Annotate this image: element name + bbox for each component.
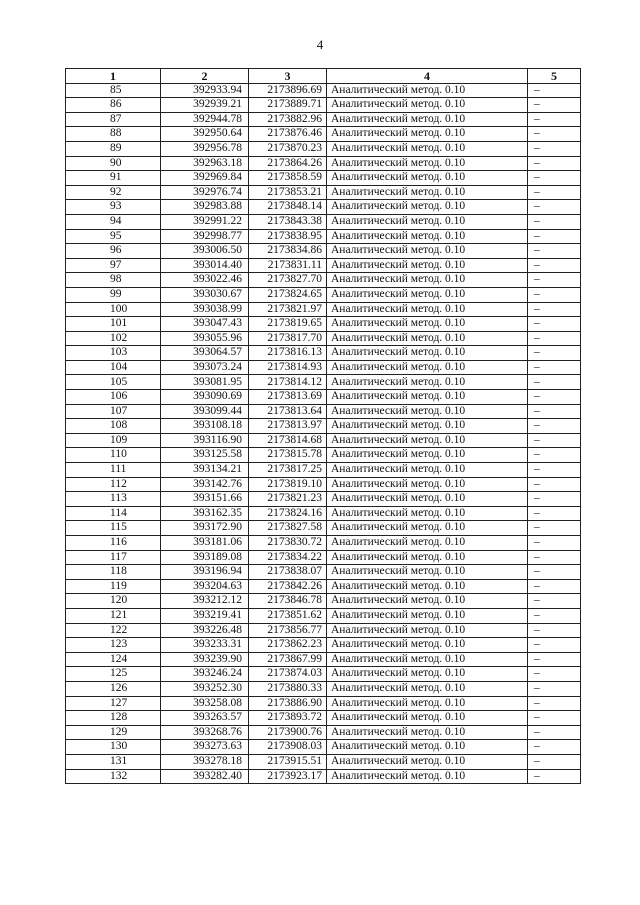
- y-coordinate-cell: 2173896.69: [249, 83, 327, 98]
- y-coordinate-cell: 2173813.97: [249, 419, 327, 434]
- table-row: [66, 404, 581, 419]
- method-cell: Аналитический метод. 0.10: [327, 156, 528, 171]
- point-number-cell: 99: [66, 287, 161, 302]
- table-row: [66, 433, 581, 448]
- table-row: [66, 448, 581, 463]
- method-cell: Аналитический метод. 0.10: [327, 463, 528, 478]
- x-coordinate-cell: 393064.57: [161, 346, 249, 361]
- value-cell: –: [528, 623, 581, 638]
- table-row: [66, 302, 581, 317]
- y-coordinate-cell: 2173867.99: [249, 652, 327, 667]
- x-coordinate-cell: 393233.31: [161, 638, 249, 653]
- point-number-cell: 87: [66, 112, 161, 127]
- x-coordinate-cell: 392983.88: [161, 200, 249, 215]
- method-cell: Аналитический метод. 0.10: [327, 725, 528, 740]
- method-cell: Аналитический метод. 0.10: [327, 302, 528, 317]
- method-cell: Аналитический метод. 0.10: [327, 638, 528, 653]
- method-cell: Аналитический метод. 0.10: [327, 98, 528, 113]
- value-cell: –: [528, 754, 581, 769]
- method-cell: Аналитический метод. 0.10: [327, 331, 528, 346]
- value-cell: –: [528, 287, 581, 302]
- x-coordinate-cell: 393212.12: [161, 594, 249, 609]
- value-cell: –: [528, 127, 581, 142]
- value-cell: –: [528, 200, 581, 215]
- point-number-cell: 122: [66, 623, 161, 638]
- table-row: [66, 112, 581, 127]
- column-header-5: 5: [528, 69, 581, 84]
- x-coordinate-cell: 393099.44: [161, 404, 249, 419]
- y-coordinate-cell: 2173814.93: [249, 360, 327, 375]
- method-cell: Аналитический метод. 0.10: [327, 565, 528, 580]
- point-number-cell: 92: [66, 185, 161, 200]
- table-row: [66, 185, 581, 200]
- table-row: [66, 463, 581, 478]
- point-number-cell: 98: [66, 273, 161, 288]
- point-number-cell: 115: [66, 521, 161, 536]
- point-number-cell: 93: [66, 200, 161, 215]
- y-coordinate-cell: 2173813.64: [249, 404, 327, 419]
- value-cell: –: [528, 141, 581, 156]
- y-coordinate-cell: 2173915.51: [249, 754, 327, 769]
- table-row: [66, 506, 581, 521]
- value-cell: –: [528, 171, 581, 186]
- y-coordinate-cell: 2173819.65: [249, 317, 327, 332]
- value-cell: –: [528, 667, 581, 682]
- point-number-cell: 129: [66, 725, 161, 740]
- point-number-cell: 119: [66, 579, 161, 594]
- y-coordinate-cell: 2173856.77: [249, 623, 327, 638]
- table-row: [66, 754, 581, 769]
- y-coordinate-cell: 2173838.95: [249, 229, 327, 244]
- y-coordinate-cell: 2173900.76: [249, 725, 327, 740]
- table-row: [66, 229, 581, 244]
- x-coordinate-cell: 393038.99: [161, 302, 249, 317]
- point-number-cell: 102: [66, 331, 161, 346]
- method-cell: Аналитический метод. 0.10: [327, 696, 528, 711]
- point-number-cell: 110: [66, 448, 161, 463]
- x-coordinate-cell: 393125.58: [161, 448, 249, 463]
- method-cell: Аналитический метод. 0.10: [327, 652, 528, 667]
- value-cell: –: [528, 565, 581, 580]
- table-row: [66, 214, 581, 229]
- value-cell: –: [528, 492, 581, 507]
- method-cell: Аналитический метод. 0.10: [327, 200, 528, 215]
- table-row: [66, 419, 581, 434]
- point-number-cell: 128: [66, 711, 161, 726]
- method-cell: Аналитический метод. 0.10: [327, 127, 528, 142]
- method-cell: Аналитический метод. 0.10: [327, 317, 528, 332]
- value-cell: –: [528, 302, 581, 317]
- x-coordinate-cell: 392963.18: [161, 156, 249, 171]
- table-row: [66, 273, 581, 288]
- method-cell: Аналитический метод. 0.10: [327, 550, 528, 565]
- method-cell: Аналитический метод. 0.10: [327, 433, 528, 448]
- table-row: [66, 83, 581, 98]
- point-number-cell: 123: [66, 638, 161, 653]
- point-number-cell: 86: [66, 98, 161, 113]
- table-row: [66, 696, 581, 711]
- y-coordinate-cell: 2173876.46: [249, 127, 327, 142]
- value-cell: –: [528, 594, 581, 609]
- table-row: [66, 317, 581, 332]
- point-number-cell: 96: [66, 244, 161, 259]
- y-coordinate-cell: 2173816.13: [249, 346, 327, 361]
- point-number-cell: 107: [66, 404, 161, 419]
- x-coordinate-cell: 393189.08: [161, 550, 249, 565]
- x-coordinate-cell: 393055.96: [161, 331, 249, 346]
- point-number-cell: 100: [66, 302, 161, 317]
- x-coordinate-cell: 393108.18: [161, 419, 249, 434]
- x-coordinate-cell: 393196.94: [161, 565, 249, 580]
- x-coordinate-cell: 392956.78: [161, 141, 249, 156]
- table-row: [66, 652, 581, 667]
- point-number-cell: 101: [66, 317, 161, 332]
- x-coordinate-cell: 392939.21: [161, 98, 249, 113]
- value-cell: –: [528, 185, 581, 200]
- method-cell: Аналитический метод. 0.10: [327, 141, 528, 156]
- method-cell: Аналитический метод. 0.10: [327, 258, 528, 273]
- value-cell: –: [528, 331, 581, 346]
- y-coordinate-cell: 2173853.21: [249, 185, 327, 200]
- point-number-cell: 111: [66, 463, 161, 478]
- value-cell: –: [528, 360, 581, 375]
- x-coordinate-cell: 393014.40: [161, 258, 249, 273]
- y-coordinate-cell: 2173880.33: [249, 681, 327, 696]
- value-cell: –: [528, 579, 581, 594]
- method-cell: Аналитический метод. 0.10: [327, 185, 528, 200]
- y-coordinate-cell: 2173874.03: [249, 667, 327, 682]
- y-coordinate-cell: 2173886.90: [249, 696, 327, 711]
- method-cell: Аналитический метод. 0.10: [327, 214, 528, 229]
- value-cell: –: [528, 375, 581, 390]
- method-cell: Аналитический метод. 0.10: [327, 244, 528, 259]
- value-cell: –: [528, 98, 581, 113]
- y-coordinate-cell: 2173889.71: [249, 98, 327, 113]
- table-row: [66, 200, 581, 215]
- point-number-cell: 121: [66, 608, 161, 623]
- value-cell: –: [528, 769, 581, 784]
- table-row: [66, 769, 581, 784]
- y-coordinate-cell: 2173870.23: [249, 141, 327, 156]
- table-row: [66, 565, 581, 580]
- value-cell: –: [528, 608, 581, 623]
- method-cell: Аналитический метод. 0.10: [327, 448, 528, 463]
- x-coordinate-cell: 393204.63: [161, 579, 249, 594]
- x-coordinate-cell: 393278.18: [161, 754, 249, 769]
- y-coordinate-cell: 2173864.26: [249, 156, 327, 171]
- point-number-cell: 116: [66, 536, 161, 551]
- x-coordinate-cell: 393134.21: [161, 463, 249, 478]
- y-coordinate-cell: 2173824.16: [249, 506, 327, 521]
- y-coordinate-cell: 2173830.72: [249, 536, 327, 551]
- point-number-cell: 127: [66, 696, 161, 711]
- point-number-cell: 125: [66, 667, 161, 682]
- x-coordinate-cell: 393081.95: [161, 375, 249, 390]
- value-cell: –: [528, 244, 581, 259]
- value-cell: –: [528, 112, 581, 127]
- table-row: [66, 127, 581, 142]
- value-cell: –: [528, 317, 581, 332]
- x-coordinate-cell: 393258.08: [161, 696, 249, 711]
- value-cell: –: [528, 83, 581, 98]
- method-cell: Аналитический метод. 0.10: [327, 769, 528, 784]
- y-coordinate-cell: 2173821.23: [249, 492, 327, 507]
- y-coordinate-cell: 2173908.03: [249, 740, 327, 755]
- x-coordinate-cell: 393219.41: [161, 608, 249, 623]
- point-number-cell: 109: [66, 433, 161, 448]
- point-number-cell: 85: [66, 83, 161, 98]
- point-number-cell: 112: [66, 477, 161, 492]
- x-coordinate-cell: 393090.69: [161, 390, 249, 405]
- method-cell: Аналитический метод. 0.10: [327, 346, 528, 361]
- value-cell: –: [528, 506, 581, 521]
- value-cell: –: [528, 229, 581, 244]
- table-row: [66, 258, 581, 273]
- x-coordinate-cell: 393172.90: [161, 521, 249, 536]
- table-row: [66, 579, 581, 594]
- table-row: [66, 390, 581, 405]
- method-cell: Аналитический метод. 0.10: [327, 521, 528, 536]
- method-cell: Аналитический метод. 0.10: [327, 112, 528, 127]
- column-header-3: 3: [249, 69, 327, 84]
- method-cell: Аналитический метод. 0.10: [327, 404, 528, 419]
- method-cell: Аналитический метод. 0.10: [327, 171, 528, 186]
- value-cell: –: [528, 725, 581, 740]
- x-coordinate-cell: 393226.48: [161, 623, 249, 638]
- point-number-cell: 97: [66, 258, 161, 273]
- method-cell: Аналитический метод. 0.10: [327, 390, 528, 405]
- table-row: [66, 740, 581, 755]
- point-number-cell: 108: [66, 419, 161, 434]
- value-cell: –: [528, 638, 581, 653]
- table-row: [66, 477, 581, 492]
- point-number-cell: 89: [66, 141, 161, 156]
- method-cell: Аналитический метод. 0.10: [327, 681, 528, 696]
- table-row: [66, 360, 581, 375]
- point-number-cell: 103: [66, 346, 161, 361]
- method-cell: Аналитический метод. 0.10: [327, 360, 528, 375]
- x-coordinate-cell: 392976.74: [161, 185, 249, 200]
- y-coordinate-cell: 2173838.07: [249, 565, 327, 580]
- x-coordinate-cell: 393047.43: [161, 317, 249, 332]
- point-number-cell: 126: [66, 681, 161, 696]
- y-coordinate-cell: 2173843.38: [249, 214, 327, 229]
- value-cell: –: [528, 550, 581, 565]
- table-row: [66, 171, 581, 186]
- y-coordinate-cell: 2173834.86: [249, 244, 327, 259]
- point-number-cell: 114: [66, 506, 161, 521]
- y-coordinate-cell: 2173824.65: [249, 287, 327, 302]
- table-row: [66, 681, 581, 696]
- y-coordinate-cell: 2173842.26: [249, 579, 327, 594]
- column-header-2: 2: [161, 69, 249, 84]
- y-coordinate-cell: 2173923.17: [249, 769, 327, 784]
- table-row: [66, 141, 581, 156]
- table-header-row: [66, 69, 581, 84]
- table-row: [66, 725, 581, 740]
- method-cell: Аналитический метод. 0.10: [327, 477, 528, 492]
- coordinates-table: [65, 68, 581, 784]
- y-coordinate-cell: 2173821.97: [249, 302, 327, 317]
- y-coordinate-cell: 2173817.25: [249, 463, 327, 478]
- point-number-cell: 88: [66, 127, 161, 142]
- point-number-cell: 104: [66, 360, 161, 375]
- y-coordinate-cell: 2173814.68: [249, 433, 327, 448]
- x-coordinate-cell: 393263.57: [161, 711, 249, 726]
- value-cell: –: [528, 404, 581, 419]
- y-coordinate-cell: 2173893.72: [249, 711, 327, 726]
- table-row: [66, 287, 581, 302]
- value-cell: –: [528, 258, 581, 273]
- point-number-cell: 131: [66, 754, 161, 769]
- method-cell: Аналитический метод. 0.10: [327, 229, 528, 244]
- point-number-cell: 130: [66, 740, 161, 755]
- table-row: [66, 623, 581, 638]
- x-coordinate-cell: 393181.06: [161, 536, 249, 551]
- method-cell: Аналитический метод. 0.10: [327, 754, 528, 769]
- value-cell: –: [528, 681, 581, 696]
- value-cell: –: [528, 696, 581, 711]
- x-coordinate-cell: 393151.66: [161, 492, 249, 507]
- point-number-cell: 105: [66, 375, 161, 390]
- x-coordinate-cell: 392969.84: [161, 171, 249, 186]
- y-coordinate-cell: 2173831.11: [249, 258, 327, 273]
- x-coordinate-cell: 393142.76: [161, 477, 249, 492]
- y-coordinate-cell: 2173819.10: [249, 477, 327, 492]
- value-cell: –: [528, 214, 581, 229]
- x-coordinate-cell: 393073.24: [161, 360, 249, 375]
- table-row: [66, 244, 581, 259]
- table-row: [66, 492, 581, 507]
- x-coordinate-cell: 393268.76: [161, 725, 249, 740]
- y-coordinate-cell: 2173813.69: [249, 390, 327, 405]
- x-coordinate-cell: 393282.40: [161, 769, 249, 784]
- method-cell: Аналитический метод. 0.10: [327, 579, 528, 594]
- point-number-cell: 124: [66, 652, 161, 667]
- point-number-cell: 113: [66, 492, 161, 507]
- table-row: [66, 608, 581, 623]
- y-coordinate-cell: 2173814.12: [249, 375, 327, 390]
- method-cell: Аналитический метод. 0.10: [327, 711, 528, 726]
- method-cell: Аналитический метод. 0.10: [327, 419, 528, 434]
- x-coordinate-cell: 393252.30: [161, 681, 249, 696]
- y-coordinate-cell: 2173834.22: [249, 550, 327, 565]
- value-cell: –: [528, 652, 581, 667]
- x-coordinate-cell: 392944.78: [161, 112, 249, 127]
- method-cell: Аналитический метод. 0.10: [327, 492, 528, 507]
- x-coordinate-cell: 393116.90: [161, 433, 249, 448]
- method-cell: Аналитический метод. 0.10: [327, 740, 528, 755]
- y-coordinate-cell: 2173846.78: [249, 594, 327, 609]
- table-row: [66, 346, 581, 361]
- y-coordinate-cell: 2173817.70: [249, 331, 327, 346]
- y-coordinate-cell: 2173827.58: [249, 521, 327, 536]
- y-coordinate-cell: 2173858.59: [249, 171, 327, 186]
- point-number-cell: 90: [66, 156, 161, 171]
- value-cell: –: [528, 463, 581, 478]
- y-coordinate-cell: 2173882.96: [249, 112, 327, 127]
- x-coordinate-cell: 393239.90: [161, 652, 249, 667]
- method-cell: Аналитический метод. 0.10: [327, 375, 528, 390]
- value-cell: –: [528, 536, 581, 551]
- x-coordinate-cell: 392998.77: [161, 229, 249, 244]
- point-number-cell: 106: [66, 390, 161, 405]
- method-cell: Аналитический метод. 0.10: [327, 287, 528, 302]
- table-row: [66, 98, 581, 113]
- x-coordinate-cell: 393022.46: [161, 273, 249, 288]
- x-coordinate-cell: 393246.24: [161, 667, 249, 682]
- column-header-4: 4: [327, 69, 528, 84]
- method-cell: Аналитический метод. 0.10: [327, 623, 528, 638]
- table-row: [66, 156, 581, 171]
- table-row: [66, 638, 581, 653]
- method-cell: Аналитический метод. 0.10: [327, 594, 528, 609]
- table-body: [66, 83, 581, 784]
- value-cell: –: [528, 156, 581, 171]
- method-cell: Аналитический метод. 0.10: [327, 83, 528, 98]
- table-row: [66, 331, 581, 346]
- y-coordinate-cell: 2173862.23: [249, 638, 327, 653]
- y-coordinate-cell: 2173848.14: [249, 200, 327, 215]
- y-coordinate-cell: 2173827.70: [249, 273, 327, 288]
- table-row: [66, 521, 581, 536]
- x-coordinate-cell: 393162.35: [161, 506, 249, 521]
- point-number-cell: 132: [66, 769, 161, 784]
- x-coordinate-cell: 392991.22: [161, 214, 249, 229]
- table-row: [66, 536, 581, 551]
- table-row: [66, 550, 581, 565]
- page-number: 4: [316, 37, 324, 52]
- point-number-cell: 95: [66, 229, 161, 244]
- value-cell: –: [528, 433, 581, 448]
- value-cell: –: [528, 740, 581, 755]
- method-cell: Аналитический метод. 0.10: [327, 506, 528, 521]
- x-coordinate-cell: 392950.64: [161, 127, 249, 142]
- table-row: [66, 375, 581, 390]
- value-cell: –: [528, 711, 581, 726]
- x-coordinate-cell: 393273.63: [161, 740, 249, 755]
- y-coordinate-cell: 2173851.62: [249, 608, 327, 623]
- value-cell: –: [528, 448, 581, 463]
- value-cell: –: [528, 390, 581, 405]
- x-coordinate-cell: 393006.50: [161, 244, 249, 259]
- table-row: [66, 711, 581, 726]
- point-number-cell: 91: [66, 171, 161, 186]
- point-number-cell: 118: [66, 565, 161, 580]
- value-cell: –: [528, 419, 581, 434]
- method-cell: Аналитический метод. 0.10: [327, 608, 528, 623]
- value-cell: –: [528, 346, 581, 361]
- method-cell: Аналитический метод. 0.10: [327, 667, 528, 682]
- column-header-1: 1: [66, 69, 161, 84]
- point-number-cell: 94: [66, 214, 161, 229]
- value-cell: –: [528, 521, 581, 536]
- table-row: [66, 667, 581, 682]
- method-cell: Аналитический метод. 0.10: [327, 273, 528, 288]
- x-coordinate-cell: 392933.94: [161, 83, 249, 98]
- point-number-cell: 117: [66, 550, 161, 565]
- table-row: [66, 594, 581, 609]
- method-cell: Аналитический метод. 0.10: [327, 536, 528, 551]
- value-cell: –: [528, 477, 581, 492]
- y-coordinate-cell: 2173815.78: [249, 448, 327, 463]
- point-number-cell: 120: [66, 594, 161, 609]
- x-coordinate-cell: 393030.67: [161, 287, 249, 302]
- value-cell: –: [528, 273, 581, 288]
